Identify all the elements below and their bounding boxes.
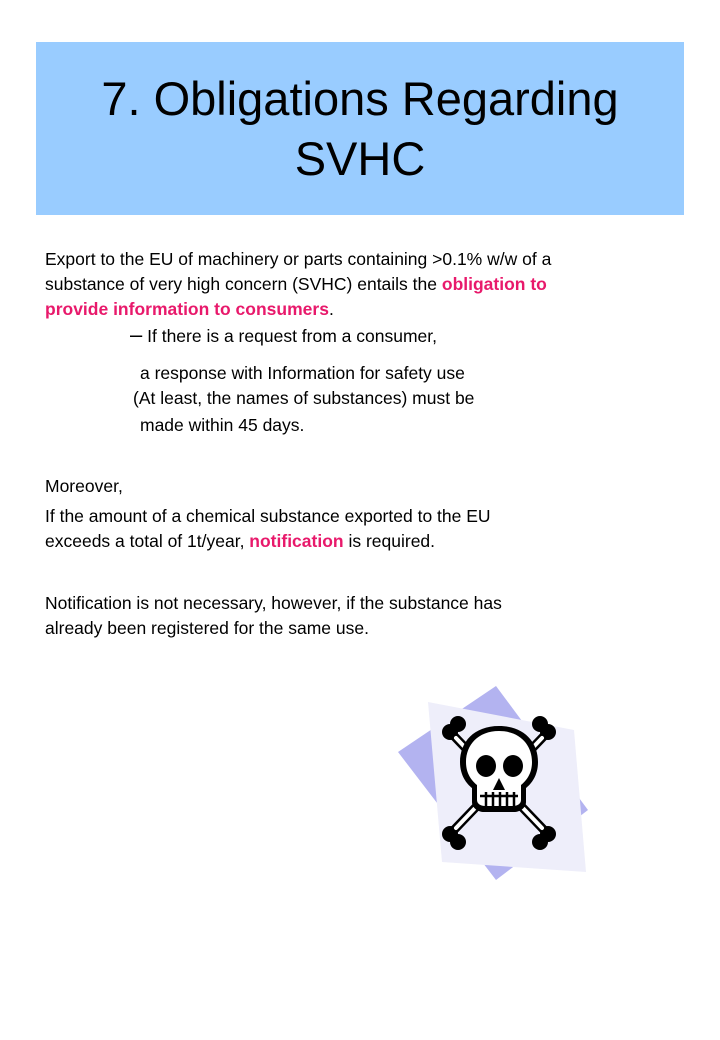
skull-and-crossbones-icon	[396, 684, 596, 884]
paragraph2-line1: If the amount of a chemical substance exported to the EU	[45, 506, 491, 526]
page-title	[101, 69, 618, 189]
sub-line1	[130, 322, 437, 349]
consumers-highlight: provide information to consumers	[45, 299, 329, 319]
paragraph1-line3	[45, 297, 334, 322]
paragraph1-line3-suffix: .	[328, 299, 334, 319]
sub-line3: (At least, the names of substances) must be	[133, 388, 475, 408]
title-line-2: SVHC	[294, 131, 426, 185]
moreover-text: Moreover,	[45, 476, 123, 496]
paragraph2-line2-suffix: is required.	[343, 531, 436, 551]
paragraph2-line2-prefix: exceeds a total of 1t/year,	[45, 531, 250, 551]
paragraph2-line2	[45, 529, 435, 554]
paragraph1-line2-prefix: substance of very high concern (SVHC) entails the	[45, 274, 442, 294]
sub-line4: made within 45 days.	[140, 415, 305, 435]
paragraph1-line2	[45, 272, 547, 297]
title-line-1: 7. Obligations Regarding	[101, 71, 619, 125]
notification-highlight: notification	[249, 531, 344, 551]
title-banner	[36, 42, 684, 215]
obligation-highlight: obligation to	[441, 274, 547, 294]
paragraph3-line2: already been registered for the same use.	[45, 618, 369, 638]
paragraph1-line1: Export to the EU of machinery or parts containing >0.1% w/w of a	[45, 249, 552, 269]
sub-dash: –	[130, 322, 143, 347]
paragraph3-line1: Notification is not necessary, however, if the substance has	[45, 593, 502, 613]
sub-line1-text: If there is a request from a consumer,	[147, 326, 437, 346]
sub-line2: a response with Information for safety use	[140, 363, 465, 383]
